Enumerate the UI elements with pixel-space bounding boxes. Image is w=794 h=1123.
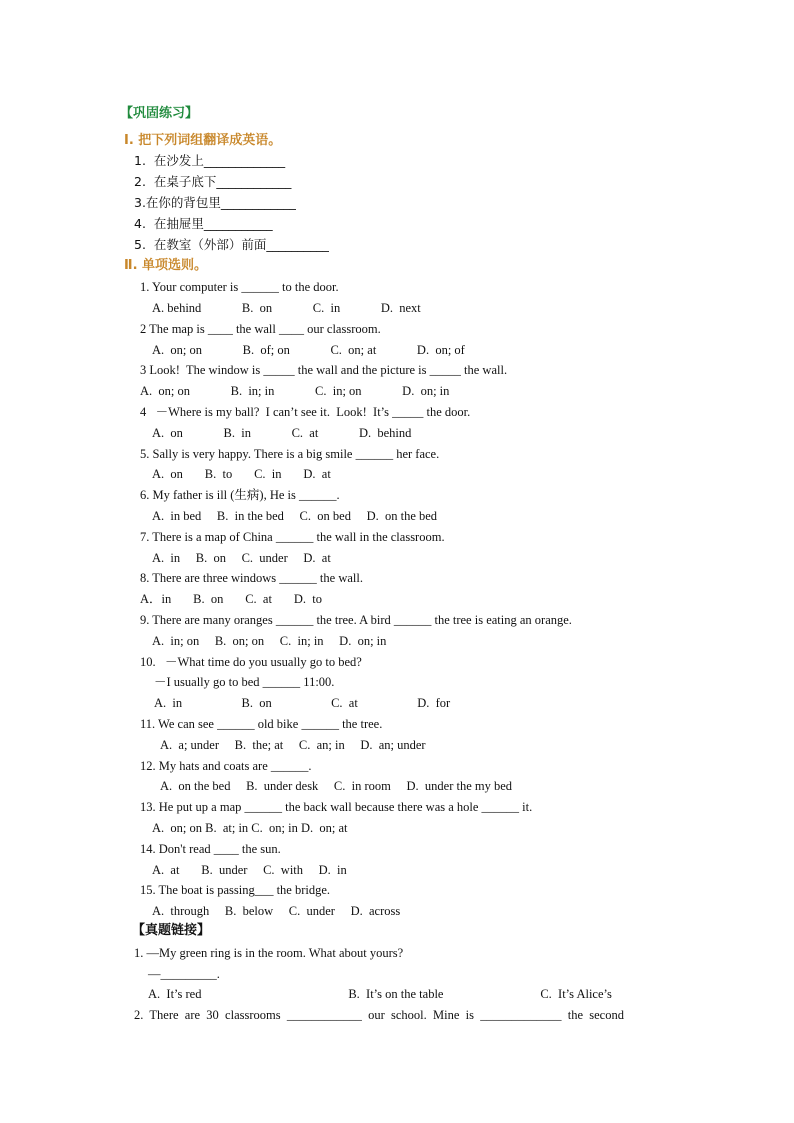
- options-line: A. a; under B. the; at C. an; in D. an; under: [160, 738, 426, 752]
- question-line: 14. Don't read ____ the sun.: [140, 842, 281, 856]
- options-line: A. on the bed B. under desk C. in room D. under the my bed: [160, 779, 513, 793]
- options-line: A. on; on B. of; on C. on; at D. on; of: [152, 343, 465, 357]
- translation-item: 5. 在教室（外部）前面__________: [134, 237, 329, 252]
- question-line: 1. —My green ring is in the room. What about yours?: [134, 946, 404, 960]
- question-line: 7. There is a map of China ______ the wall in the classroom.: [140, 530, 445, 544]
- options-line: A. on; on B. at; in C. on; in D. on; at: [152, 821, 348, 835]
- options-line: A. in bed B. in the bed C. on bed D. on the bed: [152, 509, 438, 523]
- question-line: 11. We can see ______ old bike ______ the tree.: [140, 717, 383, 731]
- question-line: 6. My father is ill (生病), He is ______.: [140, 488, 340, 502]
- question-line: 2. There are 30 classrooms ____________ our school. Mine is _____________ the second: [134, 1008, 624, 1022]
- question-line: 1. Your computer is ______ to the door.: [140, 280, 339, 294]
- part1-title: Ⅰ. 把下列词组翻译成英语。: [124, 133, 282, 148]
- question-line: 12. My hats and coats are ______.: [140, 759, 312, 773]
- question-line: 9. There are many oranges ______ the tree. A bird ______ the tree is eating an orange.: [140, 613, 572, 627]
- question-line: 3 Look! The window is _____ the wall and the picture is _____ the wall.: [140, 363, 508, 377]
- question-line: 5. Sally is very happy. There is a big smile ______ her face.: [140, 447, 440, 461]
- question-line: 4 －Where is my ball? I can’t see it. Look! It’s _____ the door.: [140, 405, 471, 419]
- question-line: 8. There are three windows ______ the wall.: [140, 571, 363, 585]
- part2-title: Ⅱ. 单项选则。: [124, 258, 208, 273]
- options-line: A. through B. below C. under D. across: [152, 904, 401, 918]
- section-title-real-questions: 【真题链接】: [132, 923, 211, 938]
- options-line: A. It’s red B. It’s on the table C. It’s Alice’s: [148, 987, 612, 1001]
- options-line: A. in; on B. on; on C. in; in D. on; in: [152, 634, 387, 648]
- options-line: A. behind B. on C. in D. next: [152, 301, 421, 315]
- options-line: A. on B. to C. in D. at: [152, 467, 331, 481]
- translation-item: 2. 在桌子底下____________: [134, 174, 292, 189]
- options-line: A. on B. in C. at D. behind: [152, 426, 412, 440]
- options-line: A. in B. on C. at D. for: [154, 696, 451, 710]
- section-title-practice: 【巩固练习】: [120, 106, 199, 121]
- question-line: 10. －What time do you usually go to bed?: [140, 655, 362, 669]
- question-line: 15. The boat is passing___ the bridge.: [140, 883, 331, 897]
- options-line: A．in B. on C. at D. to: [140, 592, 322, 606]
- translation-item: 1. 在沙发上_____________: [134, 153, 286, 168]
- options-line: A. in B. on C. under D. at: [152, 551, 331, 565]
- translation-item: 3.在你的背包里____________: [134, 195, 296, 210]
- question-line: －I usually go to bed ______ 11:00.: [154, 675, 335, 689]
- question-line: 13. He put up a map ______ the back wall because there was a hole ______ it.: [140, 800, 533, 814]
- options-line: A. at B. under C. with D. in: [152, 863, 347, 877]
- answer-line: —_________.: [148, 967, 220, 981]
- translation-item: 4. 在抽屉里___________: [134, 216, 273, 231]
- options-line: A. on; on B. in; in C. in; on D. on; in: [140, 384, 450, 398]
- question-line: 2 The map is ____ the wall ____ our classroom.: [140, 322, 381, 336]
